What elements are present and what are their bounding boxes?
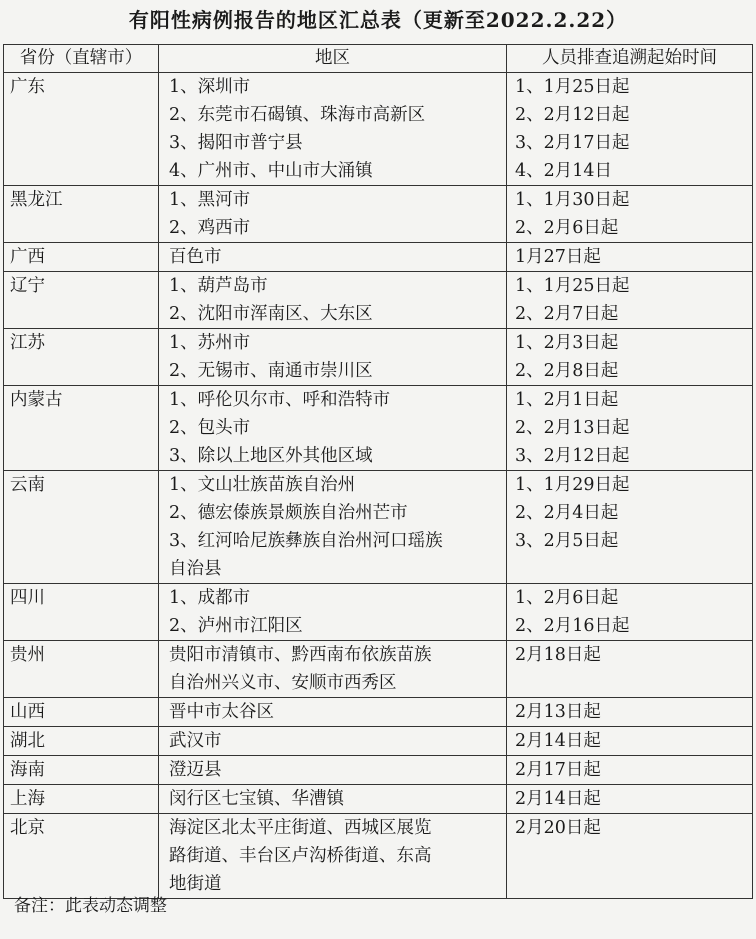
start-time-line: 1、2月6日起 — [515, 588, 619, 608]
region-cell — [159, 272, 507, 329]
region-line: 路街道、丰台区卢沟桥街道、东高 — [169, 846, 432, 866]
start-time-line: 2月13日起 — [515, 702, 601, 722]
start-time-line: 2、2月7日起 — [515, 304, 619, 324]
region-cell — [159, 243, 507, 272]
region-cell — [159, 186, 507, 243]
start-time-line: 1、1月25日起 — [515, 276, 630, 296]
region-line: 1、深圳市 — [169, 77, 251, 97]
start-time-line: 2月20日起 — [515, 818, 601, 838]
start-time-cell — [507, 814, 753, 899]
table-row — [4, 243, 753, 272]
province-name: 黑龙江 — [10, 190, 63, 210]
region-line: 1、葫芦岛市 — [169, 276, 268, 296]
region-line: 2、无锡市、南通市崇川区 — [169, 361, 373, 381]
start-time-line: 1月27日起 — [515, 247, 601, 267]
province-cell — [4, 756, 159, 785]
region-line: 地街道 — [169, 874, 222, 894]
region-line: 2、泸州市江阳区 — [169, 616, 303, 636]
start-time-line: 2、2月6日起 — [515, 218, 619, 238]
province-cell — [4, 329, 159, 386]
start-time-cell — [507, 73, 753, 186]
province-name: 云南 — [10, 475, 45, 495]
table-row — [4, 272, 753, 329]
start-time-line: 2、2月12日起 — [515, 105, 630, 125]
region-line: 自治县 — [169, 559, 222, 579]
region-line: 1、成都市 — [169, 588, 251, 608]
province-name: 江苏 — [10, 333, 45, 353]
start-time-cell — [507, 386, 753, 471]
header-start-time: 人员排查追溯起始时间 — [507, 45, 753, 73]
region-line: 百色市 — [169, 247, 222, 267]
province-cell — [4, 243, 159, 272]
start-time-line: 1、2月1日起 — [515, 390, 619, 410]
table-row — [4, 785, 753, 814]
region-line: 海淀区北太平庄街道、西城区展览 — [169, 818, 432, 838]
region-cell — [159, 471, 507, 584]
start-time-line: 3、2月5日起 — [515, 531, 619, 551]
province-name: 贵州 — [10, 645, 45, 665]
province-cell — [4, 584, 159, 641]
start-time-cell — [507, 698, 753, 727]
start-time-cell — [507, 727, 753, 756]
region-line: 2、包头市 — [169, 418, 251, 438]
region-cell — [159, 329, 507, 386]
start-time-cell — [507, 584, 753, 641]
region-cell — [159, 756, 507, 785]
province-name: 湖北 — [10, 731, 45, 751]
start-time-cell — [507, 243, 753, 272]
table-row — [4, 471, 753, 584]
region-cell — [159, 73, 507, 186]
start-time-cell — [507, 756, 753, 785]
province-cell — [4, 471, 159, 584]
table-row — [4, 386, 753, 471]
start-time-line: 4、2月14日 — [515, 161, 613, 181]
start-time-line: 2、2月8日起 — [515, 361, 619, 381]
region-line: 2、东莞市石碣镇、珠海市高新区 — [169, 105, 426, 125]
region-line: 晋中市太谷区 — [169, 702, 274, 722]
region-cell — [159, 727, 507, 756]
region-line: 3、红河哈尼族彝族自治州河口瑶族 — [169, 531, 443, 551]
table-row — [4, 584, 753, 641]
table-row — [4, 814, 753, 899]
province-name: 山西 — [10, 702, 45, 722]
region-line: 1、文山壮族苗族自治州 — [169, 475, 356, 495]
region-line: 1、苏州市 — [169, 333, 251, 353]
region-line: 武汉市 — [169, 731, 222, 751]
start-time-line: 2、2月4日起 — [515, 503, 619, 523]
start-time-cell — [507, 641, 753, 698]
region-cell — [159, 386, 507, 471]
province-cell — [4, 186, 159, 243]
page-title: 有阳性病例报告的地区汇总表（更新至2022.2.22） — [128, 8, 628, 32]
table-row — [4, 641, 753, 698]
table-row — [4, 727, 753, 756]
province-name: 上海 — [10, 789, 45, 809]
start-time-cell — [507, 186, 753, 243]
province-cell — [4, 272, 159, 329]
start-time-line: 2月17日起 — [515, 760, 601, 780]
province-cell — [4, 386, 159, 471]
start-time-line: 3、2月17日起 — [515, 133, 630, 153]
province-cell — [4, 785, 159, 814]
region-line: 3、揭阳市普宁县 — [169, 133, 303, 153]
table-header-row — [4, 45, 753, 73]
region-line: 4、广州市、中山市大涌镇 — [169, 161, 373, 181]
start-time-line: 2月18日起 — [515, 645, 601, 665]
province-name: 广东 — [10, 77, 45, 97]
province-cell — [4, 727, 159, 756]
province-cell — [4, 73, 159, 186]
region-cell — [159, 698, 507, 727]
table-row — [4, 698, 753, 727]
table-row — [4, 186, 753, 243]
start-time-line: 1、1月29日起 — [515, 475, 630, 495]
region-line: 自治州兴义市、安顺市西秀区 — [169, 673, 397, 693]
province-name: 内蒙古 — [10, 390, 63, 410]
province-cell — [4, 814, 159, 899]
region-line: 澄迈县 — [169, 760, 222, 780]
start-time-line: 2月14日起 — [515, 789, 601, 809]
header-province: 省份（直辖市） — [4, 45, 159, 73]
table-row — [4, 329, 753, 386]
region-line: 1、黑河市 — [169, 190, 251, 210]
province-name: 四川 — [10, 588, 45, 608]
start-time-cell — [507, 329, 753, 386]
region-cell — [159, 785, 507, 814]
table-body — [4, 73, 753, 899]
start-time-cell — [507, 272, 753, 329]
province-name: 北京 — [10, 818, 45, 838]
start-time-line: 1、1月25日起 — [515, 77, 630, 97]
region-line: 3、除以上地区外其他区域 — [169, 446, 373, 466]
table-row — [4, 73, 753, 186]
region-line: 贵阳市清镇市、黔西南布依族苗族 — [169, 645, 432, 665]
region-cell — [159, 814, 507, 899]
province-name: 广西 — [10, 247, 45, 267]
region-line: 2、沈阳市浑南区、大东区 — [169, 304, 373, 324]
header-region: 地区 — [159, 45, 507, 73]
start-time-line: 2、2月13日起 — [515, 418, 630, 438]
region-cell — [159, 641, 507, 698]
province-cell — [4, 641, 159, 698]
region-line: 1、呼伦贝尔市、呼和浩特市 — [169, 390, 391, 410]
table-row — [4, 756, 753, 785]
start-time-line: 1、2月3日起 — [515, 333, 619, 353]
region-cell — [159, 584, 507, 641]
start-time-line: 1、1月30日起 — [515, 190, 630, 210]
start-time-line: 3、2月12日起 — [515, 446, 630, 466]
start-time-line: 2、2月16日起 — [515, 616, 630, 636]
start-time-cell — [507, 471, 753, 584]
region-line: 2、德宏傣族景颇族自治州芒市 — [169, 503, 408, 523]
region-line: 闵行区七宝镇、华漕镇 — [169, 789, 344, 809]
province-name: 海南 — [10, 760, 45, 780]
province-name: 辽宁 — [10, 276, 45, 296]
summary-table — [3, 44, 753, 899]
province-cell — [4, 698, 159, 727]
footnote: 备注：此表动态调整 — [14, 896, 167, 916]
start-time-line: 2月14日起 — [515, 731, 601, 751]
start-time-cell — [507, 785, 753, 814]
region-line: 2、鸡西市 — [169, 218, 251, 238]
